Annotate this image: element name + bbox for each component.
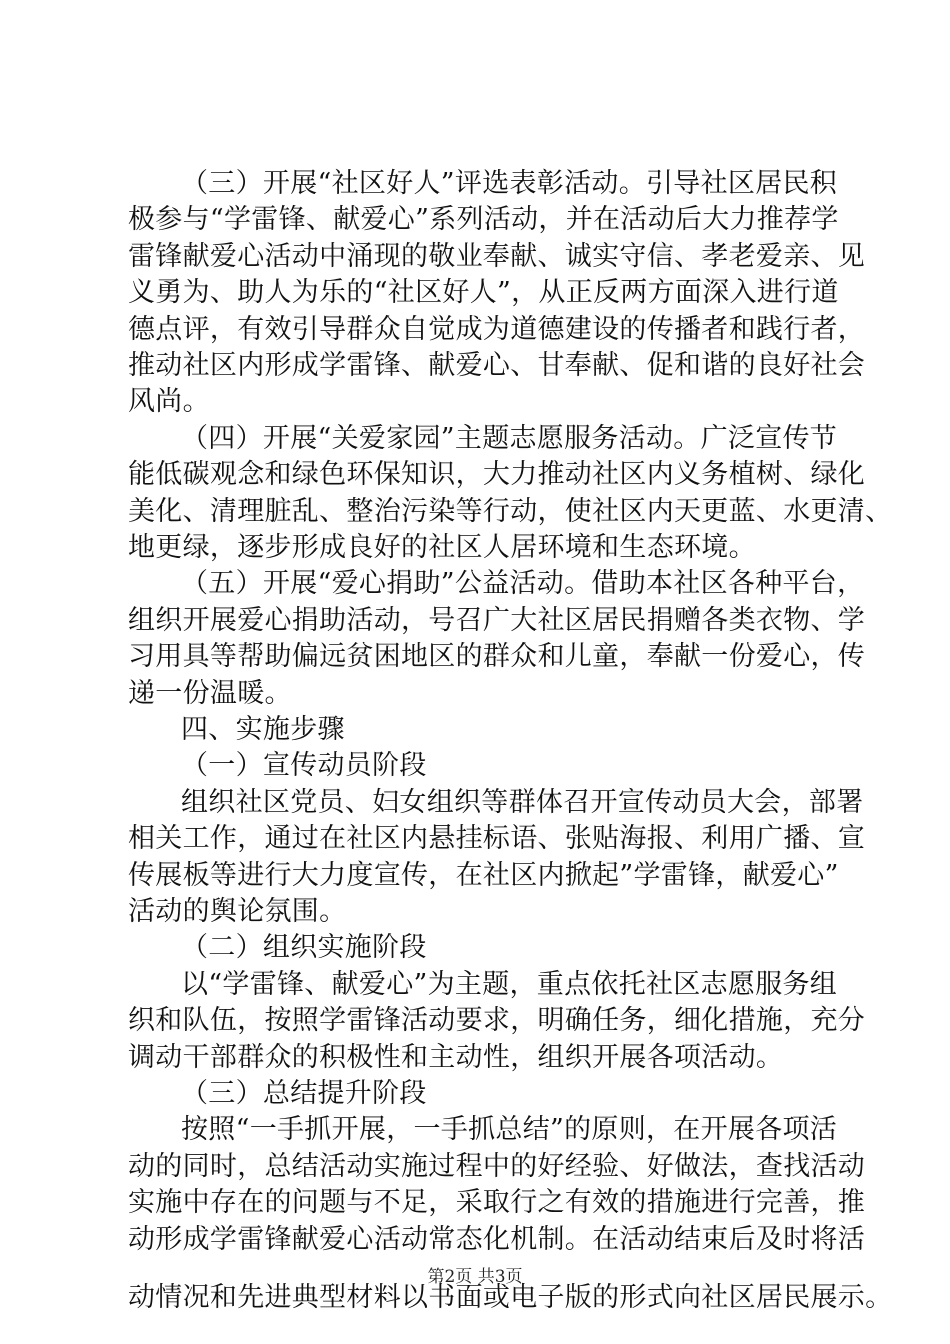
text-line: 调动干部群众的积极性和主动性，组织开展各项活动。 bbox=[128, 1041, 784, 1073]
text-line: 以“学雷锋、献爱心”为主题，重点依托社区志愿服务组 bbox=[181, 968, 838, 1000]
text-line: 动情况和先进典型材料以书面或电子版的形式向社区居民展示。 bbox=[128, 1282, 893, 1313]
subsection-heading: （一）宣传动员阶段 bbox=[181, 750, 427, 782]
text-line: 推动社区内形成学雷锋、献爱心、甘奉献、促和谐的良好社会 bbox=[128, 350, 866, 381]
page-number-footer: 第2页 共3页 bbox=[427, 1267, 523, 1287]
text-line: 实施中存在的问题与不足，采取行之有效的措施进行完善，推 bbox=[128, 1187, 866, 1219]
text-line: 组织开展爱心捐助活动，号召广大社区居民捐赠各类衣物、学 bbox=[128, 604, 866, 636]
text-line: 习用具等帮助偏远贫困地区的群众和儿童，奉献一份爱心，传 bbox=[128, 641, 866, 673]
text-line: 风尚。 bbox=[128, 386, 210, 418]
text-line: 相关工作，通过在社区内悬挂标语、张贴海报、利用广播、宣 bbox=[128, 823, 866, 855]
text-line: 活动的舆论氛围。 bbox=[128, 896, 347, 927]
text-line: 雷锋献爱心活动中涌现的敬业奉献、诚实守信、孝老爱亲、见 bbox=[128, 240, 866, 272]
subsection-heading: （三）总结提升阶段 bbox=[181, 1078, 427, 1109]
text-line: 极参与“学雷锋、献爱心”系列活动，并在活动后大力推荐学 bbox=[128, 204, 839, 236]
text-line: 动形成学雷锋献爱心活动常态化机制。在活动结束后及时将活 bbox=[128, 1223, 866, 1255]
text-line: （三）开展“社区好人”评选表彰活动。引导社区居民积 bbox=[181, 168, 838, 199]
text-line: 动的同时，总结活动实施过程中的好经验、好做法，查找活动 bbox=[128, 1150, 866, 1182]
text-line: 递一份温暖。 bbox=[128, 677, 292, 709]
text-line: 美化、清理脏乱、整治污染等行动，使社区内天更蓝、水更清、 bbox=[128, 495, 893, 527]
text-line: 德点评，有效引导群众自觉成为道德建设的传播者和践行者， bbox=[128, 313, 866, 345]
text-line: 按照“一手抓开展，一手抓总结”的原则，在开展各项活 bbox=[181, 1114, 838, 1146]
text-line: 能低碳观念和绿色环保知识，大力推动社区内义务植树、绿化 bbox=[128, 459, 866, 491]
subsection-heading: （二）组织实施阶段 bbox=[181, 932, 427, 964]
section-heading: 四、实施步骤 bbox=[181, 714, 345, 745]
text-line: 义勇为、助人为乐的“社区好人”，从正反两方面深入进行道 bbox=[128, 277, 839, 309]
text-line: 织和队伍，按照学雷锋活动要求，明确任务，细化措施，充分 bbox=[128, 1005, 866, 1037]
text-line: 地更绿，逐步形成良好的社区人居环境和生态环境。 bbox=[128, 532, 756, 563]
text-line: （四）开展“关爱家园”主题志愿服务活动。广泛宣传节 bbox=[181, 422, 838, 454]
text-line: （五）开展“爱心捐助”公益活动。借助本社区各种平台， bbox=[181, 568, 865, 600]
text-line: 传展板等进行大力度宣传，在社区内掀起”学雷锋，献爱心” bbox=[128, 859, 839, 891]
text-line: 组织社区党员、妇女组织等群体召开宣传动员大会，部署 bbox=[181, 786, 864, 818]
